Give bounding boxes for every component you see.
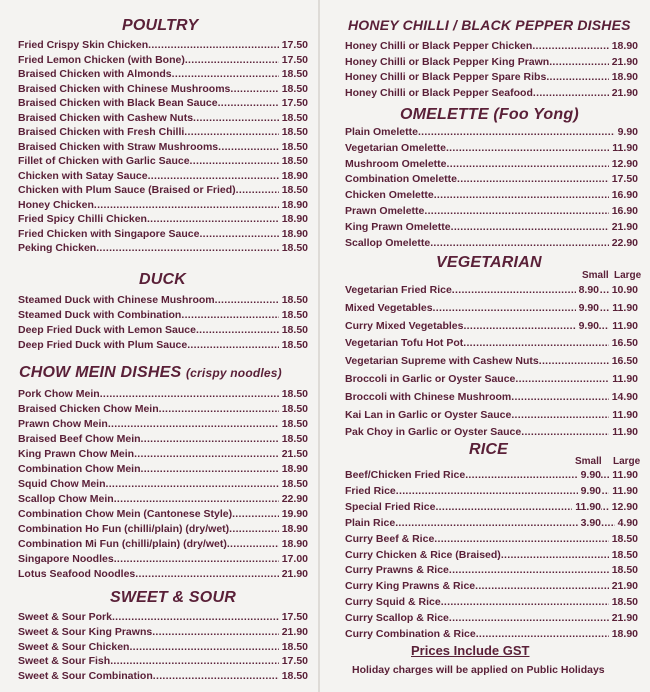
item-price-large: 11.90 bbox=[609, 301, 638, 315]
item-price: 18.90 bbox=[609, 39, 638, 53]
item-price: 18.50 bbox=[279, 308, 308, 322]
item-name: Sweet & Sour Combination ..... bbox=[18, 669, 308, 683]
poultry-item bbox=[18, 38, 308, 52]
omelette-item bbox=[345, 220, 638, 234]
section-title-rice: RICE bbox=[469, 441, 509, 458]
item-price: 17.50 bbox=[279, 654, 308, 668]
item-price: 18.50 bbox=[279, 140, 308, 154]
item-name: Braised Chicken Chow Mein ..... bbox=[18, 402, 308, 416]
item-price: 18.50 bbox=[279, 402, 308, 416]
rice-item bbox=[345, 611, 638, 625]
item-price: 12.90 bbox=[609, 157, 638, 171]
rice-item bbox=[345, 595, 638, 609]
item-price-large: 4.90 bbox=[615, 516, 638, 530]
item-price-large: 11.90 bbox=[609, 372, 638, 386]
poultry-item bbox=[18, 169, 308, 183]
item-name: Singapore Noodles ..... bbox=[18, 552, 308, 566]
item-name: Sweet & Sour Pork ..... bbox=[18, 610, 308, 624]
item-price-small: 9.90 bbox=[578, 468, 601, 482]
item-name: Mixed Vegetables ..... bbox=[345, 301, 638, 315]
item-price: 18.90 bbox=[279, 169, 308, 183]
item-name: Braised Chicken with Straw Mushrooms ..... bbox=[18, 140, 308, 154]
item-price: 17.50 bbox=[609, 172, 638, 186]
item-name: Prawn Omelette ..... bbox=[345, 204, 638, 218]
section-title-poultry: POULTRY bbox=[122, 17, 199, 34]
vegetarian-item bbox=[345, 408, 638, 422]
item-name: Fillet of Chicken with Garlic Sauce ..... bbox=[18, 154, 308, 168]
item-price: 17.00 bbox=[279, 552, 308, 566]
item-price-large: 18.90 bbox=[609, 627, 638, 641]
item-price-large: 21.90 bbox=[609, 579, 638, 593]
item-name: Plain Rice ..... bbox=[345, 516, 638, 530]
item-name: Plain Omelette ..... bbox=[345, 125, 638, 139]
item-price: 18.90 bbox=[279, 462, 308, 476]
item-name: Chicken with Plum Sauce (Braised or Fried) ..... bbox=[18, 183, 308, 197]
honey-chilli-item bbox=[345, 86, 638, 100]
item-name: Honey Chicken ..... bbox=[18, 198, 308, 212]
omelette-item bbox=[345, 236, 638, 250]
item-price-large: 18.50 bbox=[609, 595, 638, 609]
item-price-large: 18.50 bbox=[609, 563, 638, 577]
item-price: 22.90 bbox=[279, 492, 308, 506]
item-price: 18.50 bbox=[279, 241, 308, 255]
chow-mein-title: CHOW MEIN DISHES bbox=[19, 364, 182, 381]
item-price: 18.90 bbox=[609, 70, 638, 84]
item-name: Curry King Prawns & Rice ..... bbox=[345, 579, 638, 593]
item-name: Fried Lemon Chicken (with Bone) ..... bbox=[18, 53, 308, 67]
chow-mein-item bbox=[18, 447, 308, 461]
rice-item bbox=[345, 579, 638, 593]
item-name: Mushroom Omelette ..... bbox=[345, 157, 638, 171]
item-name: Steamed Duck with Chinese Mushroom ..... bbox=[18, 293, 308, 307]
item-price-large: 16.50 bbox=[609, 354, 638, 368]
item-name: Combination Omelette ..... bbox=[345, 172, 638, 186]
item-price: 16.90 bbox=[609, 188, 638, 202]
item-name: Honey Chilli or Black Pepper Chicken ..... bbox=[345, 39, 638, 53]
item-name: Beef/Chicken Fried Rice ..... bbox=[345, 468, 638, 482]
section-title-vegetarian: VEGETARIAN bbox=[436, 254, 542, 271]
sweet-sour-item bbox=[18, 610, 308, 624]
chow-mein-item bbox=[18, 417, 308, 431]
item-name: Vegetarian Omelette ..... bbox=[345, 141, 638, 155]
item-name: Vegetarian Fried Rice ..... bbox=[345, 283, 638, 297]
item-price: 18.50 bbox=[279, 323, 308, 337]
rice-small-header: Small bbox=[575, 456, 602, 467]
chow-mein-item bbox=[18, 552, 308, 566]
rice-item bbox=[345, 563, 638, 577]
omelette-item bbox=[345, 188, 638, 202]
vegetarian-item bbox=[345, 390, 638, 404]
item-name: Braised Chicken with Cashew Nuts ..... bbox=[18, 111, 308, 125]
item-name: Chicken Omelette ..... bbox=[345, 188, 638, 202]
item-price: 21.50 bbox=[279, 447, 308, 461]
vegetarian-item bbox=[345, 283, 638, 297]
chow-mein-item bbox=[18, 477, 308, 491]
item-price-small: 9.90 bbox=[576, 301, 599, 315]
rice-item bbox=[345, 468, 638, 482]
item-price-large: 18.50 bbox=[609, 548, 638, 562]
omelette-item bbox=[345, 172, 638, 186]
sweet-sour-item bbox=[18, 640, 308, 654]
poultry-item bbox=[18, 67, 308, 81]
item-name: Kai Lan in Garlic or Oyster Sauce ..... bbox=[345, 408, 638, 422]
item-price: 18.50 bbox=[279, 477, 308, 491]
sweet-sour-item bbox=[18, 669, 308, 683]
rice-item bbox=[345, 516, 638, 530]
vegetarian-item bbox=[345, 354, 638, 368]
honey-chilli-item bbox=[345, 39, 638, 53]
item-price-large: 16.50 bbox=[609, 336, 638, 350]
chow-mein-item bbox=[18, 522, 308, 536]
item-name: Special Fried Rice ..... bbox=[345, 500, 638, 514]
item-price-large: 18.50 bbox=[609, 532, 638, 546]
chow-mein-item bbox=[18, 387, 308, 401]
chow-mein-item bbox=[18, 402, 308, 416]
item-price-small: 11.90 bbox=[572, 500, 601, 514]
vegetarian-item bbox=[345, 372, 638, 386]
item-price: 18.50 bbox=[279, 183, 308, 197]
item-price: 18.50 bbox=[279, 640, 308, 654]
item-price: 21.90 bbox=[609, 86, 638, 100]
item-price: 17.50 bbox=[279, 38, 308, 52]
vegetarian-large-header: Large bbox=[614, 270, 642, 281]
duck-item bbox=[18, 293, 308, 307]
duck-item bbox=[18, 308, 308, 322]
section-title-honey-chilli: HONEY CHILLI / BLACK PEPPER DISHES bbox=[348, 17, 631, 33]
item-name: Honey Chilli or Black Pepper Seafood ..... bbox=[345, 86, 638, 100]
item-price-large: 12.90 bbox=[609, 500, 638, 514]
item-name: Curry Chicken & Rice (Braised) ..... bbox=[345, 548, 638, 562]
item-name: Combination Chow Mein ..... bbox=[18, 462, 308, 476]
vegetarian-small-header: Small bbox=[582, 270, 609, 281]
item-price: 18.50 bbox=[279, 67, 308, 81]
item-price: 18.90 bbox=[279, 198, 308, 212]
duck-item bbox=[18, 338, 308, 352]
poultry-item bbox=[18, 154, 308, 168]
vegetarian-item bbox=[345, 336, 638, 350]
poultry-item bbox=[18, 111, 308, 125]
item-price: 18.50 bbox=[279, 82, 308, 96]
item-name: Fried Chicken with Singapore Sauce ..... bbox=[18, 227, 308, 241]
poultry-item bbox=[18, 241, 308, 255]
rice-item bbox=[345, 532, 638, 546]
rice-large-header: Large bbox=[613, 456, 641, 467]
chow-mein-item bbox=[18, 567, 308, 581]
rice-item bbox=[345, 484, 638, 498]
item-name: Combination Chow Mein (Cantonese Style) ..... bbox=[18, 507, 308, 521]
item-price: 18.50 bbox=[279, 293, 308, 307]
honey-chilli-item bbox=[345, 55, 638, 69]
vegetarian-item bbox=[345, 319, 638, 333]
item-price: 17.50 bbox=[279, 53, 308, 67]
item-price: 21.90 bbox=[279, 567, 308, 581]
item-name: Curry Combination & Rice ..... bbox=[345, 627, 638, 641]
item-name: Pak Choy in Garlic or Oyster Sauce ..... bbox=[345, 425, 638, 439]
omelette-item bbox=[345, 141, 638, 155]
item-name: Sweet & Sour Fish ..... bbox=[18, 654, 308, 668]
item-price: 22.90 bbox=[609, 236, 638, 250]
item-name: Vegetarian Tofu Hot Pot ..... bbox=[345, 336, 638, 350]
chow-mein-item bbox=[18, 492, 308, 506]
item-price: 18.90 bbox=[279, 522, 308, 536]
item-price: 18.90 bbox=[279, 212, 308, 226]
item-name: Chicken with Satay Sauce ..... bbox=[18, 169, 308, 183]
item-price-large: 14.90 bbox=[609, 390, 638, 404]
item-price-small: 9.90 bbox=[576, 319, 599, 333]
rice-item bbox=[345, 627, 638, 641]
item-name: Honey Chilli or Black Pepper King Prawn ..... bbox=[345, 55, 638, 69]
section-title-sweet-sour: SWEET & SOUR bbox=[110, 589, 236, 606]
omelette-item bbox=[345, 125, 638, 139]
item-price: 18.50 bbox=[279, 417, 308, 431]
item-price-large: 11.90 bbox=[609, 408, 638, 422]
item-name: Sweet & Sour Chicken ..... bbox=[18, 640, 308, 654]
item-price-large: 11.90 bbox=[609, 484, 638, 498]
chow-mein-item bbox=[18, 507, 308, 521]
holiday-notice: Holiday charges will be applied on Public Holidays bbox=[352, 664, 605, 676]
item-name: Honey Chilli or Black Pepper Spare Ribs ..... bbox=[345, 70, 638, 84]
section-title-omelette: OMELETTE (Foo Yong) bbox=[400, 106, 579, 123]
item-price: 18.50 bbox=[279, 669, 308, 683]
item-price: 18.50 bbox=[279, 432, 308, 446]
item-price: 21.90 bbox=[609, 55, 638, 69]
item-name: Curry Mixed Vegetables ..... bbox=[345, 319, 638, 333]
item-price: 18.50 bbox=[279, 154, 308, 168]
poultry-item bbox=[18, 227, 308, 241]
item-price-small: 8.90 bbox=[576, 283, 599, 297]
poultry-item bbox=[18, 183, 308, 197]
gst-notice: Prices Include GST bbox=[411, 643, 530, 658]
item-name: Deep Fried Duck with Plum Sauce ..... bbox=[18, 338, 308, 352]
honey-chilli-item bbox=[345, 70, 638, 84]
item-name: Braised Chicken with Almonds ..... bbox=[18, 67, 308, 81]
item-price: 17.50 bbox=[279, 96, 308, 110]
item-price: 18.50 bbox=[279, 338, 308, 352]
item-name: Braised Beef Chow Mein ..... bbox=[18, 432, 308, 446]
poultry-item bbox=[18, 82, 308, 96]
item-name: King Prawn Chow Mein ..... bbox=[18, 447, 308, 461]
item-price: 21.90 bbox=[609, 220, 638, 234]
section-title-chow-mein bbox=[19, 364, 282, 382]
item-name: Braised Chicken with Chinese Mushrooms ..... bbox=[18, 82, 308, 96]
item-name: Lotus Seafood Noodles ..... bbox=[18, 567, 308, 581]
item-name: Combination Mi Fun (chilli/plain) (dry/wet) ..... bbox=[18, 537, 308, 551]
item-name: Peking Chicken ..... bbox=[18, 241, 308, 255]
item-price-small: 9.90 bbox=[578, 484, 601, 498]
item-name: Fried Crispy Skin Chicken ..... bbox=[18, 38, 308, 52]
chow-mein-item bbox=[18, 462, 308, 476]
vegetarian-item bbox=[345, 301, 638, 315]
item-name: Curry Beef & Rice ..... bbox=[345, 532, 638, 546]
item-name: King Prawn Omelette ..... bbox=[345, 220, 638, 234]
item-price: 16.90 bbox=[609, 204, 638, 218]
poultry-item bbox=[18, 53, 308, 67]
item-name: Deep Fried Duck with Lemon Sauce ..... bbox=[18, 323, 308, 337]
item-name: Fried Rice ..... bbox=[345, 484, 638, 498]
duck-item bbox=[18, 323, 308, 337]
item-price: 19.90 bbox=[279, 507, 308, 521]
chow-mein-item bbox=[18, 432, 308, 446]
sweet-sour-item bbox=[18, 654, 308, 668]
item-price-large: 11.90 bbox=[609, 319, 638, 333]
item-name: Squid Chow Mein ..... bbox=[18, 477, 308, 491]
item-name: Curry Squid & Rice ..... bbox=[345, 595, 638, 609]
chow-mein-item bbox=[18, 537, 308, 551]
item-name: Braised Chicken with Black Bean Sauce ..... bbox=[18, 96, 308, 110]
item-name: Scallop Chow Mein ..... bbox=[18, 492, 308, 506]
page-fold-divider bbox=[318, 0, 320, 692]
item-name: Braised Chicken with Fresh Chilli ..... bbox=[18, 125, 308, 139]
item-price: 18.50 bbox=[279, 111, 308, 125]
item-name: Prawn Chow Mein ..... bbox=[18, 417, 308, 431]
poultry-item bbox=[18, 212, 308, 226]
item-price: 17.50 bbox=[279, 610, 308, 624]
item-price-large: 21.90 bbox=[609, 611, 638, 625]
item-price-small: 3.90 bbox=[578, 516, 601, 530]
item-price-large: 10.90 bbox=[609, 283, 638, 297]
omelette-item bbox=[345, 157, 638, 171]
rice-item bbox=[345, 548, 638, 562]
poultry-item bbox=[18, 198, 308, 212]
sweet-sour-item bbox=[18, 625, 308, 639]
item-price: 11.90 bbox=[609, 141, 638, 155]
poultry-item bbox=[18, 125, 308, 139]
item-name: Steamed Duck with Combination ..... bbox=[18, 308, 308, 322]
item-price: 18.90 bbox=[279, 537, 308, 551]
item-name: Curry Scallop & Rice ..... bbox=[345, 611, 638, 625]
chow-mein-subtitle: (crispy noodles) bbox=[185, 366, 282, 380]
item-name: Broccoli in Garlic or Oyster Sauce ..... bbox=[345, 372, 638, 386]
item-name: Curry Prawns & Rice ..... bbox=[345, 563, 638, 577]
item-price-large: 11.90 bbox=[609, 425, 638, 439]
item-price: 18.50 bbox=[279, 387, 308, 401]
section-title-duck: DUCK bbox=[139, 271, 187, 288]
poultry-item bbox=[18, 96, 308, 110]
item-name: Pork Chow Mein ..... bbox=[18, 387, 308, 401]
rice-item bbox=[345, 500, 638, 514]
item-name: Scallop Omelette ..... bbox=[345, 236, 638, 250]
item-name: Vegetarian Supreme with Cashew Nuts ..... bbox=[345, 354, 638, 368]
item-price: 21.90 bbox=[279, 625, 308, 639]
item-name: Sweet & Sour King Prawns ..... bbox=[18, 625, 308, 639]
item-name: Broccoli with Chinese Mushroom ..... bbox=[345, 390, 638, 404]
item-price: 9.90 bbox=[615, 125, 638, 139]
vegetarian-item bbox=[345, 425, 638, 439]
item-price-large: 11.90 bbox=[609, 468, 638, 482]
poultry-item bbox=[18, 140, 308, 154]
item-name: Combination Ho Fun (chilli/plain) (dry/wet) ..... bbox=[18, 522, 308, 536]
omelette-item bbox=[345, 204, 638, 218]
item-price: 18.90 bbox=[279, 227, 308, 241]
item-price: 18.50 bbox=[279, 125, 308, 139]
item-name: Fried Spicy Chilli Chicken ..... bbox=[18, 212, 308, 226]
